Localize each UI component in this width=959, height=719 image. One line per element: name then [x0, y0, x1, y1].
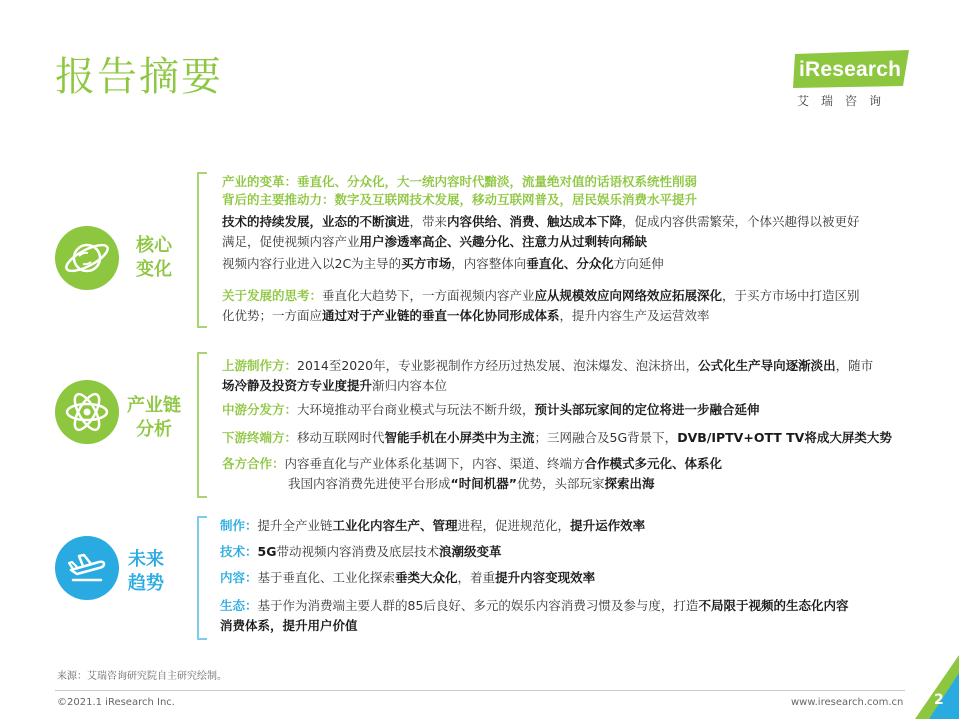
line-emphasis: 智能手机在小屏类中为主流 [384, 430, 535, 445]
line-text: ，着重 [457, 570, 496, 585]
line-text: ，带来 [409, 214, 448, 229]
summary-line [220, 516, 645, 536]
section-label [124, 234, 184, 282]
atom-icon [55, 380, 119, 444]
copyright-text: ©2021.1 iResearch Inc. [57, 697, 175, 708]
line-text: 基于垂直化、工业化探索 [257, 570, 396, 585]
line-text: ，提升内容生产及运营效率 [559, 308, 710, 323]
line-emphasis: 提升内容变现效率 [495, 570, 596, 585]
line-heading: 下游终端方： [222, 430, 298, 445]
line-emphasis: 5G [257, 544, 277, 559]
summary-line [288, 474, 654, 494]
summary-line [222, 376, 447, 396]
line-text: 提升全产业链 [257, 518, 333, 533]
line-emphasis: “时间机器” [450, 476, 517, 491]
section-label [116, 548, 176, 596]
line-text: 移动互联网时代 [297, 430, 385, 445]
line-heading: 各方合作： [222, 456, 285, 471]
line-emphasis: 买方市场 [401, 256, 452, 271]
line-emphasis: 用户渗透率高企、兴趣分化、注意力从过剩转向稀缺 [359, 234, 648, 249]
line-heading: 技术： [220, 544, 258, 559]
summary-line [222, 190, 697, 210]
summary-line [222, 212, 860, 232]
line-text: 优势，头部玩家 [516, 476, 605, 491]
line-emphasis: 垂直化、分众化 [526, 256, 614, 271]
line-text: 视频内容行业进入以2C为主导的 [222, 256, 402, 271]
source-note: 来源：艾瑞咨询研究院自主研究绘制。 [57, 671, 227, 682]
website-link[interactable]: www.iresearch.com.cn [791, 697, 904, 708]
summary-line [222, 356, 873, 376]
line-emphasis: 工业化内容生产、管理 [332, 518, 458, 533]
page-title: 报告摘要 [55, 54, 223, 100]
line-emphasis: 预计头部玩家间的定位将进一步融合延伸 [534, 402, 760, 417]
summary-line [222, 428, 892, 448]
section-industry-chain [0, 350, 959, 500]
line-text: 大环境推动平台商业模式与玩法不断升级， [297, 402, 535, 417]
line-emphasis: 不局限于视频的生态化内容 [698, 598, 849, 613]
line-heading: 产业的变革：垂直化、分众化，大一统内容时代黯淡，流量绝对值的话语权系统性削弱 [222, 174, 698, 189]
iresearch-logo [793, 50, 918, 110]
page-number: 2 [934, 692, 944, 708]
summary-line [220, 542, 502, 562]
section-label [124, 394, 184, 442]
line-emphasis: 通过对于产业链的垂直一体化协同形成体系 [322, 308, 560, 323]
line-heading: 关于发展的思考： [222, 288, 323, 303]
line-emphasis: 应从规模效应向网络效应拓展深化 [534, 288, 723, 303]
line-text: 渐归内容本位 [372, 378, 448, 393]
planet-icon [55, 226, 119, 290]
summary-line [222, 254, 664, 274]
line-text: 带动视频内容消费及底层技术 [276, 544, 439, 559]
line-heading: 制作： [220, 518, 258, 533]
line-emphasis: 提升运作效率 [570, 518, 646, 533]
line-heading: 中游分发方： [222, 402, 298, 417]
summary-line [222, 172, 697, 192]
line-emphasis: 技术的持续发展，业态的不断演进 [222, 214, 410, 229]
line-text: ，内容整体向 [451, 256, 527, 271]
summary-line [222, 306, 710, 326]
line-emphasis: DVB/IPTV+OTT TV将成大屏类大势 [677, 430, 892, 445]
line-emphasis: 内容供给、消费、触达成本下降 [447, 214, 623, 229]
line-text: ，促成内容供需繁荣，个体兴趣得以被更好 [622, 214, 860, 229]
line-text: 基于作为消费端主要人群的85后良好、多元的娱乐内容消费习惯及参与度，打造 [257, 598, 699, 613]
line-text: 进程，促进规范化， [457, 518, 571, 533]
section-bracket [197, 172, 207, 328]
line-emphasis: 探索出海 [604, 476, 655, 491]
summary-line [220, 568, 595, 588]
section-bracket [197, 352, 207, 498]
line-heading: 内容： [220, 570, 258, 585]
line-emphasis: 消费体系，提升用户价值 [220, 618, 358, 633]
summary-line [222, 454, 722, 474]
line-emphasis: 场冷静及投资方专业度提升 [222, 378, 373, 393]
line-text: 我国内容消费先进使平台形成 [288, 476, 451, 491]
summary-line [222, 286, 860, 306]
logo-text: iResearch [799, 58, 902, 81]
line-text: ；三网融合及5G背景下， [534, 430, 678, 445]
summary-line [220, 616, 358, 636]
airplane-icon [55, 536, 119, 600]
section-label-line1: 核心 [136, 235, 172, 256]
line-heading: 生态： [220, 598, 258, 613]
line-heading: 上游制作方： [222, 358, 298, 373]
summary-line [222, 232, 647, 252]
footer-divider [55, 690, 905, 691]
section-icon-circle [55, 226, 119, 290]
corner-decoration-icon [915, 655, 959, 719]
line-text: ，随市 [835, 358, 874, 373]
section-label-line1: 未来 [128, 549, 164, 570]
line-text: 化优势；一方面应 [222, 308, 323, 323]
section-core-change [0, 170, 959, 330]
section-label-line2: 分析 [136, 419, 172, 440]
section-icon-circle [55, 380, 119, 444]
line-text: 2014至2020年，专业影视制作方经历过热发展、泡沫爆发、泡沫挤出， [297, 358, 699, 373]
line-text: ，于买方市场中打造区别 [722, 288, 860, 303]
line-text: 垂直化大趋势下，一方面视频内容产业 [322, 288, 535, 303]
logo-subtitle: 艾瑞咨询 [797, 94, 894, 108]
line-emphasis: 公式化生产导向逐渐淡出 [698, 358, 836, 373]
section-bracket [197, 516, 207, 640]
section-label-line1: 产业链 [127, 395, 181, 416]
line-heading: 背后的主要推动力：数字及互联网技术发展，移动互联网普及，居民娱乐消费水平提升 [222, 192, 698, 207]
section-future-trend [0, 512, 959, 642]
section-label-line2: 变化 [136, 259, 172, 280]
line-text: 内容垂直化与产业体系化基调下，内容、渠道、终端方 [284, 456, 585, 471]
line-text: 方向延伸 [613, 256, 664, 271]
section-label-line2: 趋势 [128, 573, 164, 594]
line-emphasis: 浪潮级变革 [439, 544, 502, 559]
line-text: 满足，促使视频内容产业 [222, 234, 360, 249]
line-emphasis: 垂类大众化 [395, 570, 458, 585]
line-emphasis: 合作模式多元化、体系化 [584, 456, 723, 471]
summary-line [220, 596, 848, 616]
section-icon-circle [55, 536, 119, 600]
summary-line [222, 400, 760, 420]
